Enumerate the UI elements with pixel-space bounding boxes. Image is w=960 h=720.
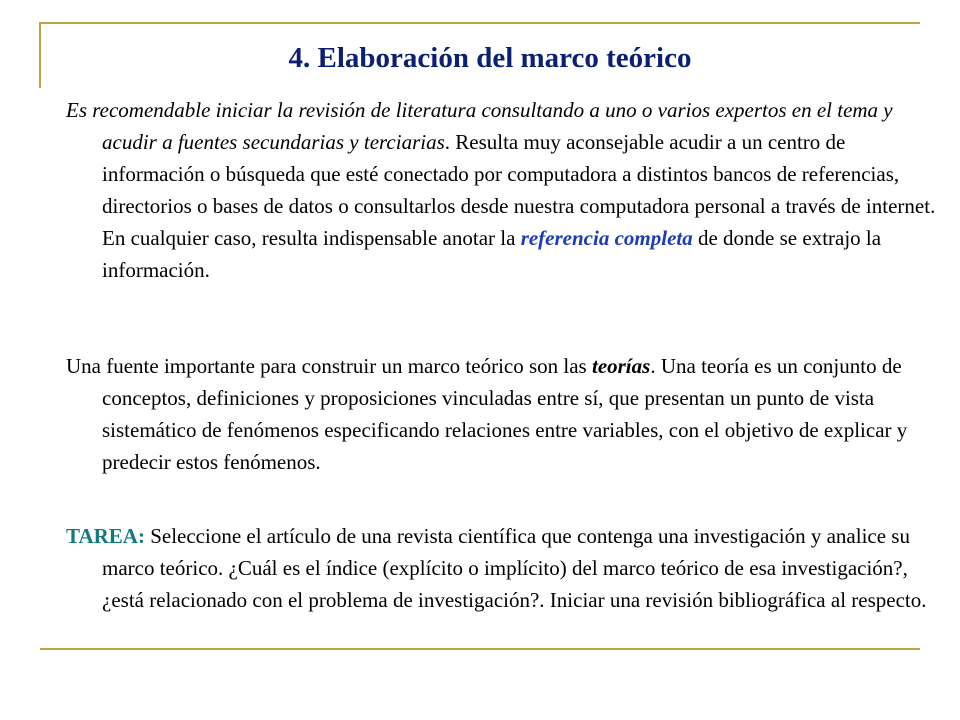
paragraph-literature-review [66, 94, 952, 286]
paragraph-theories [66, 350, 952, 478]
left-rule [39, 22, 41, 88]
paragraph1-text-a: . Resulta muy aconsejable acudir a un centro de información o búsqueda que esté conectado por computadora a distintos bancos de referencias, directorios o bases de datos o consultarlos desde nuestra computadora personal a través de internet. En cualquier caso, resulta indispensable anotar la [102, 130, 936, 250]
paragraph2-text-b: . Una teoría es un conjunto de conceptos, definiciones y proposiciones vinculadas entre sí, que presentan un punto de vista sistemático de fenómenos especificando relaciones entre variables, con el objetivo de explicar y predecir estos fenómenos. [102, 354, 908, 474]
slide-title: 4. Elaboración del marco teórico [288, 42, 692, 74]
bottom-rule [40, 648, 920, 650]
highlight-referencia: referencia [520, 226, 610, 250]
italic-intro: Es recomendable iniciar la revisión de literatura consultando a uno o varios expertos en el tema y acudir a fuentes secundarias y terciarias [66, 98, 893, 154]
paragraph1-text-b: de donde se extrajo la información. [102, 226, 882, 282]
task-label: TAREA: [66, 524, 145, 548]
paragraph2-text-a: Una fuente importante para construir un marco teórico son las [66, 354, 592, 378]
highlight-completa: completa [614, 226, 693, 250]
emphasis-teorias: teorías [591, 354, 651, 378]
top-rule [40, 22, 920, 24]
task-text: Seleccione el artículo de una revista científica que contenga una investigación y analice su marco teórico. ¿Cuál es el índice (explícito o implícito) del marco teórico de esa investigación?, ¿está relacionado con el problema de investigación?. Iniciar una revisión bibliográfica al respecto. [102, 524, 927, 612]
paragraph-task [66, 520, 952, 616]
